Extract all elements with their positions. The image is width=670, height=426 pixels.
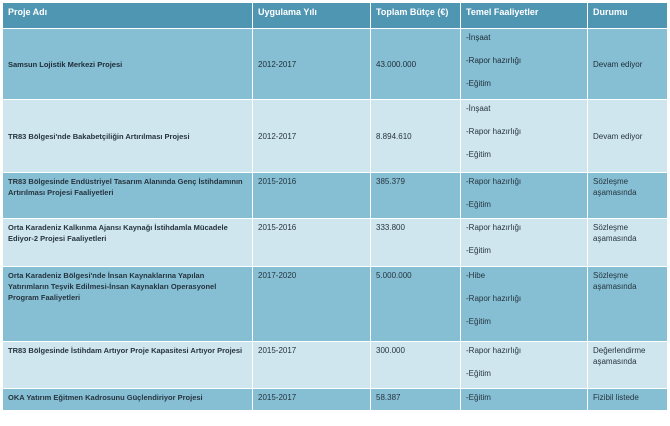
activities-cell: [461, 100, 588, 172]
status-cell: Sözleşme aşamasında: [588, 172, 668, 218]
table-row: [3, 218, 668, 266]
budget-cell: 300.000: [371, 341, 461, 388]
activity-item: -Eğitim: [466, 79, 491, 88]
project-name-cell: Orta Karadeniz Kalkınma Ajansı Kaynağı İstihdamla Mücadele Ediyor-2 Projesi Faaliyetleri: [3, 218, 253, 266]
years-cell: 2012-2017: [253, 100, 371, 172]
table-row: [3, 172, 668, 218]
activity-item: -Rapor hazırlığı: [466, 176, 522, 186]
project-name-cell: Orta Karadeniz Bölgesi'nde İnsan Kaynaklarına Yapılan Yatırımların Teşvik Edilmesi-İnsan Kaynakları Operasyonel Program Faaliyetleri: [3, 267, 253, 341]
activity-item: -Eğitim: [466, 392, 491, 402]
project-name-cell: TR83 Bölgesi'nde Bakabetçiliğin Artırılması Projesi: [3, 100, 253, 172]
budget-cell: 8.894.610: [371, 100, 461, 172]
years-cell: 2012-2017: [253, 29, 371, 100]
status-cell: Devam ediyor: [588, 100, 668, 172]
activities-cell: [461, 341, 588, 388]
status-cell: Sözleşme aşamasında: [588, 218, 668, 266]
activity-item: -Hibe: [466, 271, 486, 281]
table-row: [3, 341, 668, 388]
activity-item: -Eğitim: [466, 368, 491, 378]
years-cell: 2017-2020: [253, 267, 371, 341]
column-header-activities: Temel Faaliyetler: [461, 3, 588, 29]
status-cell: Devam ediyor: [588, 29, 668, 100]
budget-cell: 333.800: [371, 218, 461, 266]
activity-item: -Eğitim: [466, 317, 491, 327]
activity-item: -Rapor hazırlığı: [466, 294, 522, 304]
activity-item: -Rapor hazırlığı: [466, 222, 522, 232]
budget-cell: 43.000.000: [371, 29, 461, 100]
project-name-cell: Samsun Lojistik Merkezi Projesi: [3, 29, 253, 100]
activities-cell: [461, 29, 588, 100]
years-cell: 2015-2017: [253, 388, 371, 410]
years-cell: 2015-2016: [253, 218, 371, 266]
budget-cell: 5.000.000: [371, 267, 461, 341]
projects-table: [2, 2, 668, 411]
table-row: [3, 100, 668, 172]
activity-item: -Eğitim: [466, 150, 491, 160]
status-cell: Fizibil listede: [588, 388, 668, 410]
activity-item: -Eğitim: [466, 199, 491, 209]
column-header-years: Uygulama Yılı: [253, 3, 371, 29]
project-name-cell: TR83 Bölgesinde Endüstriyel Tasarım Alanında Genç İstihdamının Artırılması Projesi Faaliyetleri: [3, 172, 253, 218]
column-header-status: Durumu: [588, 3, 668, 29]
project-name-cell: OKA Yatırım Eğitmen Kadrosunu Güçlendiriyor Projesi: [3, 388, 253, 410]
project-name-cell: TR83 Bölgesinde İstihdam Artıyor Proje Kapasitesi Artıyor Projesi: [3, 341, 253, 388]
activity-item: -Rapor hazırlığı: [466, 127, 522, 137]
table-row: [3, 388, 668, 410]
column-header-budget: Toplam Bütçe (€): [371, 3, 461, 29]
budget-cell: 385.379: [371, 172, 461, 218]
activity-item: -Rapor hazırlığı: [466, 345, 522, 355]
status-cell: Değerlendirme aşamasında: [588, 341, 668, 388]
activity-item: -İnşaat: [466, 33, 491, 42]
table-row: [3, 267, 668, 341]
column-header-project-name: Proje Adı: [3, 3, 253, 29]
activities-cell: [461, 172, 588, 218]
table-header-row: [3, 3, 668, 29]
activity-item: -İnşaat: [466, 104, 491, 114]
activities-cell: [461, 388, 588, 410]
years-cell: 2015-2016: [253, 172, 371, 218]
budget-cell: 58.387: [371, 388, 461, 410]
activity-item: -Eğitim: [466, 245, 491, 255]
years-cell: 2015-2017: [253, 341, 371, 388]
activities-cell: [461, 218, 588, 266]
activities-cell: [461, 267, 588, 341]
status-cell: Sözleşme aşamasında: [588, 267, 668, 341]
activity-item: -Rapor hazırlığı: [466, 56, 522, 65]
table-row: [3, 29, 668, 100]
